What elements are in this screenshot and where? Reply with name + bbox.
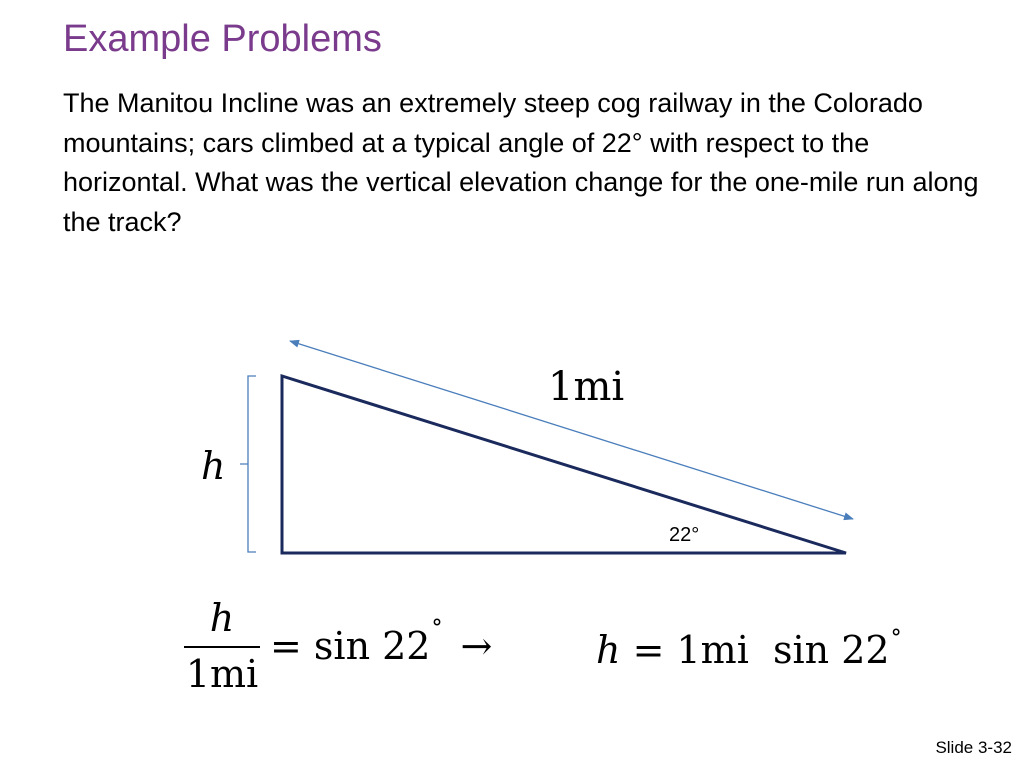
slide-number: Slide 3-32: [935, 738, 1012, 757]
equation-solution-rhs: = 1mi sin 22: [620, 628, 890, 672]
equation-solution: [596, 628, 902, 672]
degree-symbol-2: °: [890, 626, 902, 651]
slide-title: Example Problems: [63, 18, 382, 60]
fraction-numerator: h: [209, 596, 235, 640]
equation-rhs: = sin 22: [270, 624, 431, 668]
degree-symbol: °: [431, 615, 443, 641]
problem-text: The Manitou Incline was an extremely steep cog railway in the Colorado mountains; cars climbed at a typical angle of 22° with respect to the horizontal. What was the vertical elevation change for the one-mile run along the track?: [63, 88, 979, 237]
height-label: h: [201, 444, 226, 488]
fraction-denominator: 1mi: [185, 652, 259, 696]
fraction: [184, 596, 260, 696]
arrow-symbol: →: [460, 624, 493, 668]
equation-lhs: h: [596, 628, 621, 672]
hypotenuse-label: 1mi: [548, 364, 625, 410]
equation-sine-ratio: [184, 596, 492, 696]
height-bracket: [240, 376, 256, 552]
angle-label: 22°: [669, 524, 700, 546]
